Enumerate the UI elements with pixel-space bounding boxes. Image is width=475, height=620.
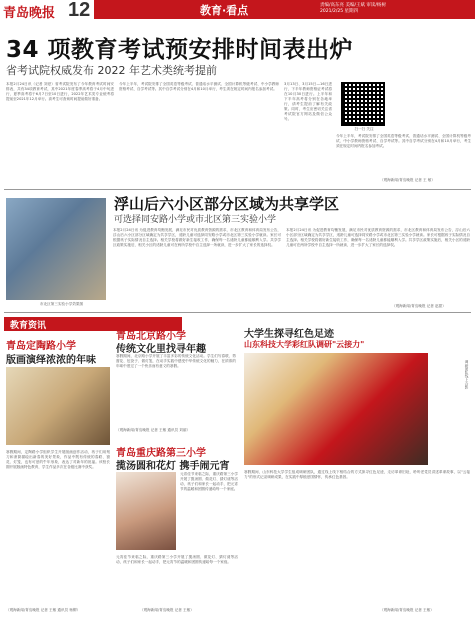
section-title: 教育·看点 <box>200 4 249 17</box>
lead-col-3: 3月13日、3月15日—16日进行，下半年教师资格证考试将在10月30日进行。上半年和下半年高考将分别在各地举行，请考生提前了解有关政策。同时，考生应密切关注省考试院官方网站及微信公众号。 <box>284 82 332 121</box>
item2-footer: （观海新闻/青岛晚报 记者 王敏 通讯员 刘丽） <box>116 428 191 432</box>
article2-body-1: 本报2月24日讯 为促进教育均衡发展，满足市民对优质教育资源的需求，市北区教育和体育局发布公告，浮山后六小区部分区域确定为共享学区，适龄儿童可选择同安路小学或市北区第三实验小学就读。家长可根据孩子实际情况自主选择。相关学校将做好新生接收工作，确保每一名适龄儿童都能顺利入学。共享学区政策实施后，相关小区的适龄儿童可在两所学校中自主选择一所就读，进一步扩大了家长的选择权。 <box>113 228 281 247</box>
article2-headline: 浮山后六小区部分区域为共享学区 <box>114 195 340 213</box>
item2-body: 寒假期间，北京路小学开展了丰富多彩的传统文化活动。学生们写春联、剪窗花、包饺子、做灯笼，在动手实践中感受中华传统文化的魅力，在浓浓的年味中度过了一个快乐而有意义的寒假。 <box>116 354 236 368</box>
date-line: 2021/2/25 星期四 <box>320 9 359 14</box>
lead-headline: 34 项教育考试预安排时间表出炉 <box>6 37 354 63</box>
page-number: 12 <box>68 0 91 21</box>
video-call-photo <box>244 353 428 465</box>
article2-photo-caption: 市北区第三实验小学效果图 <box>40 302 84 306</box>
item3-footer: （观海新闻/青岛晚报 记者 王敏） <box>140 608 194 612</box>
item3-headline: 青岛重庆路第三小学 <box>116 448 206 459</box>
item4-footer: （观海新闻/青岛晚报 记者 王敏） <box>380 608 434 612</box>
item4-photo-caption: 调研团队线上合影 <box>465 360 469 389</box>
lead-col-1: 本报2月24日讯（记者 刘爱）省考试院发布了今年教育考试时间安排表，共有34项教育考试，其中2021年度春季高考将于4月中旬进行，夏季高考将于6月7日至10日进行，2022年艺术类专业统考将提前至2021年12月举行。高考生可查询时间提前做好准备。 <box>6 82 114 101</box>
newspaper-logo: 青岛晚报 <box>3 6 56 21</box>
section-divider-2 <box>4 312 471 313</box>
item4-body: 寒假期间，山东科技大学学生组成调研团队，通过线上线下相结合的方式探寻红色足迹，走访革命旧址，聆听老党员讲述革命故事，以"云接力"的形式记录调研成果，在实践中厚植爱国情怀，传承红色基因。 <box>244 470 470 479</box>
header-info <box>320 3 386 15</box>
lead-col-4: 今年上半年，考试院安排了全国英语等级考试、普通话水平测试、全国计算机等级考试、中小学教师资格考试、自学考试等。其中自学考试分别在4月和10月举行，考生须在规定时间内报名参加考试。 <box>336 134 471 148</box>
school-rendering-photo <box>6 198 106 300</box>
lead-footer: （观海新闻/青岛晚报 记者 王 敏） <box>380 178 435 182</box>
item1-body: 寒假期间，定陶路小学组织学生开展版画创作活动，孩子们用刻刀和滚筒描绘出新春的美好景象，作品中既有传统的春联、窗花、灯笼，也有可爱的牛年形象，表达了对新年的祝福。该校长期开展版画特色教育，学生作品多次在各级比赛中获奖。 <box>6 450 110 469</box>
student-prints-photo <box>6 367 110 445</box>
item1-footer: （观海新闻/青岛晚报 记者 王敏 通讯员 杨柳） <box>6 608 81 612</box>
article2-footer: （观海新闻/青岛晚报 记者 赵甜） <box>392 304 446 308</box>
item2-subheadline: 传统文化里找寻年趣 <box>116 344 206 355</box>
item3-body-2: 元宵佳节来临之际，重庆路第三小学开展了揽汤圆、做花灯、猜灯谜等活动，孩子们和家长一起动手，把元宵节的温暖和团圆传递给每一个家庭。 <box>116 555 238 564</box>
lantern-kids-photo <box>116 472 176 550</box>
item4-headline: 大学生探寻红色足迹 <box>244 329 334 340</box>
edu-news-label: 教育资讯 <box>10 321 47 331</box>
item1-headline: 青岛定陶路小学 <box>6 341 76 352</box>
item4-subheadline: 山东科技大学彩红队调研"云接力" <box>244 340 365 349</box>
qr-code[interactable] <box>341 82 385 126</box>
lead-subheadline: 省考试院权威发布 2022 年艺术类统考提前 <box>6 64 217 77</box>
editor-line: 责编/高东亮 美编/王斌 审读/杨树 <box>320 3 386 8</box>
article2-body-2: 本报2月24日讯 为促进教育均衡发展，满足市民对优质教育资源的需求，市北区教育和体育局发布公告，浮山后六小区部分区域确定为共享学区，适龄儿童可选择同安路小学或市北区第三实验小学就读。家长可根据孩子实际情况自主选择。相关学校将做好新生接收工作，确保每一名适龄儿童都能顺利入学。共享学区政策实施后，相关小区的适龄儿童可在两所学校中自主选择一所就读，进一步扩大了家长的选择权。 <box>286 228 470 247</box>
section-divider <box>4 189 471 190</box>
item2-headline: 青岛北京路小学 <box>116 331 186 342</box>
item3-body-1: 元宵佳节来临之际，重庆路第三小学开展了揽汤圆、做花灯、猜灯谜等活动，孩子们和家长一起动手，把元宵节的温暖和团圆传递给每一个家庭。 <box>180 472 238 491</box>
qr-caption: 扫一扫 关注 <box>354 127 374 131</box>
article2-subheadline: 可选择同安路小学或市北区第三实验小学 <box>114 215 277 225</box>
item3-subheadline: 揽汤圆和花灯 携手闹元宵 <box>116 461 230 472</box>
header-bar <box>94 0 475 19</box>
item1-subheadline: 版画演绎浓浓的年味 <box>6 355 96 366</box>
lead-col-2: 今年上半年，考试院安排了全国英语等级考试、普通话水平测试、全国计算机等级考试、中小学教师资格考试、自学考试等。其中自学考试分别在4月和10月举行，考生须在规定时间内报名参加考试。 <box>119 82 279 91</box>
